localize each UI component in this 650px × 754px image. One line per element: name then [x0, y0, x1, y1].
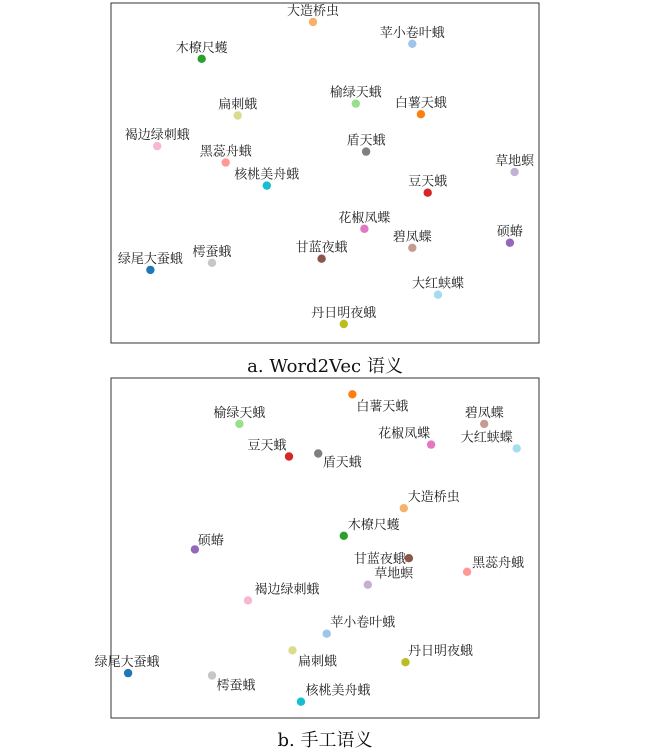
point-label: 大造桥虫: [286, 4, 340, 19]
scatter-point: [235, 420, 243, 428]
scatter-point: [208, 671, 216, 679]
scatter-point: [285, 452, 293, 460]
scatter-point: [480, 420, 488, 428]
scatter-point: [463, 568, 471, 576]
point-label: 盾天蛾: [346, 133, 386, 149]
point-label: 大红蛱蝶: [411, 276, 465, 292]
point-label: 核桃美舟蛾: [305, 683, 371, 699]
point-label: 木橑尺蠖: [175, 40, 228, 56]
point-label: 花椒凤蝶: [378, 426, 431, 442]
point-label: 豆天蛾: [408, 174, 448, 190]
point-label: 绿尾大蚕蛾: [94, 655, 160, 671]
point-label: 大造桥虫: [407, 490, 460, 506]
point-label: 甘蓝夜蛾: [295, 240, 348, 256]
point-label: 扁刺蛾: [297, 654, 338, 670]
point-label: 草地螟: [374, 566, 414, 582]
scatter-point: [153, 142, 161, 150]
caption-a: a. Word2Vec 语义: [247, 356, 403, 377]
point-label: 褐边绿刺蛾: [254, 582, 320, 598]
scatter-point: [340, 320, 348, 328]
scatter-point: [434, 291, 442, 299]
point-label: 苹小卷叶蛾: [330, 615, 396, 631]
scatter-point: [513, 444, 521, 452]
scatter-point: [222, 158, 230, 166]
scatter-point: [146, 266, 154, 274]
point-label: 大红蛱蝶: [460, 430, 513, 446]
point-label: 白薯天蛾: [394, 96, 447, 112]
point-label: 草地螟: [495, 154, 535, 169]
scatter-point: [506, 239, 514, 247]
scatter-point: [408, 244, 416, 252]
scatter-point: [401, 658, 409, 666]
scatter-point: [263, 181, 271, 189]
scatter-point: [510, 168, 518, 176]
scatter-point: [408, 40, 416, 48]
scatter-point: [348, 390, 356, 398]
scatter-point: [417, 110, 425, 118]
caption-b: b. 手工语义: [277, 730, 373, 751]
scatter-point: [405, 554, 413, 562]
point-label: 扁刺蛾: [218, 97, 258, 113]
scatter-point: [208, 259, 216, 267]
points-b: [95, 390, 525, 706]
scatter-point: [198, 55, 206, 63]
point-label: 丹日明夜蛾: [311, 306, 377, 321]
scatter-point: [288, 646, 296, 654]
scatter-point: [124, 669, 132, 677]
point-label: 木橑尺蠖: [347, 517, 400, 533]
scatter-point: [364, 581, 372, 589]
point-label: 苹小卷叶蛾: [379, 25, 445, 41]
point-label: 硕蝽: [496, 224, 523, 240]
point-label: 豆天蛾: [247, 438, 287, 454]
panel-handcrafted: [95, 378, 539, 751]
point-label: 碧凤蝶: [392, 229, 432, 245]
point-label: 核桃美舟蛾: [234, 167, 300, 183]
scatter-point: [340, 532, 348, 540]
scatter-point: [234, 111, 242, 119]
scatter-point: [244, 596, 252, 604]
scatter-point: [400, 504, 408, 512]
point-label: 褐边绿刺蛾: [124, 128, 190, 144]
point-label: 丹日明夜蛾: [407, 644, 474, 660]
point-label: 榆绿天蛾: [213, 405, 266, 421]
point-label: 绿尾大蚕蛾: [117, 251, 183, 267]
point-label: 硕蝽: [197, 533, 224, 549]
point-label: 榆绿天蛾: [329, 85, 382, 101]
scatter-point: [317, 255, 325, 263]
scatter-point: [424, 189, 432, 197]
points-a: [118, 3, 535, 328]
point-label: 碧凤蝶: [464, 405, 504, 421]
scatter-point: [427, 440, 435, 448]
point-label: 樗蚕蛾: [192, 244, 232, 260]
point-label: 黑蕊舟蛾: [472, 555, 525, 571]
point-label: 甘蓝夜蛾: [353, 552, 406, 568]
point-label: 盾天蛾: [322, 455, 362, 471]
scatter-point: [314, 449, 322, 457]
scatter-point: [309, 18, 317, 26]
point-label: 樗蚕蛾: [216, 678, 256, 694]
point-label: 黑蕊舟蛾: [199, 144, 252, 160]
point-label: 花椒凤蝶: [338, 210, 391, 226]
scatter-point: [297, 698, 305, 706]
scatter-point: [362, 147, 370, 155]
scatter-point: [352, 99, 360, 107]
scatter-point: [360, 225, 368, 233]
scatter-point: [323, 630, 331, 638]
point-label: 白薯天蛾: [356, 399, 409, 415]
panel-word2vec: [111, 3, 539, 377]
